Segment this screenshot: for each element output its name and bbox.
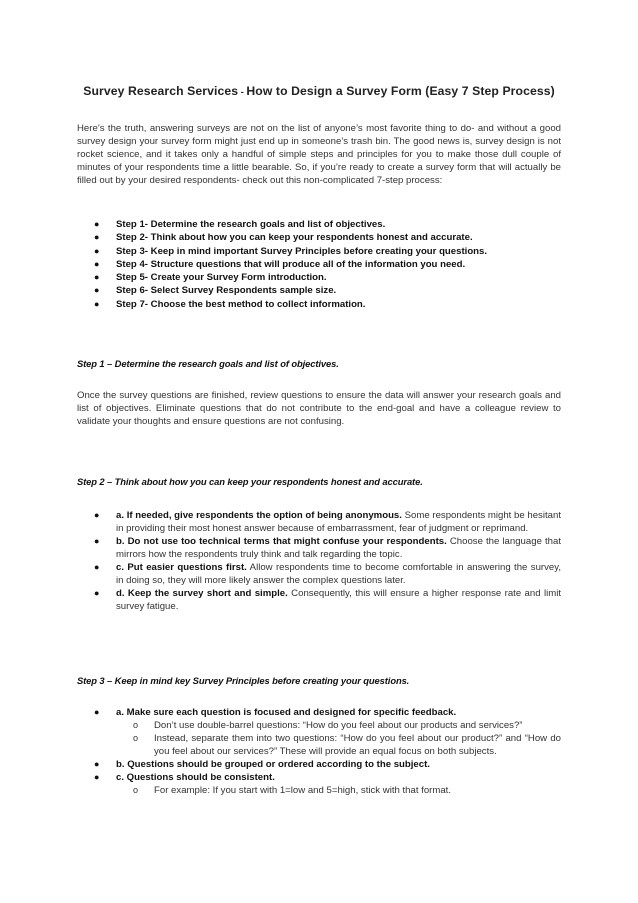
bullet-icon: ● xyxy=(94,272,100,283)
steps-list-item xyxy=(77,258,561,271)
step3-list xyxy=(77,706,561,797)
bullet-icon: ● xyxy=(94,588,100,598)
step3-list-item xyxy=(77,758,561,771)
step-text: Step 5- Create your Survey Form introduction. xyxy=(116,272,327,284)
step2-heading: Step 2 – Think about how you can keep your respondents honest and accurate. xyxy=(77,476,423,487)
step-text: Step 1- Determine the research goals and list of objectives. xyxy=(116,219,386,230)
circle-bullet-icon: o xyxy=(133,720,139,730)
item-text: Choose the language that mirrors how the respondents truly think and talk regarding the topic. xyxy=(116,536,561,560)
step-text: Step 6- Select Survey Respondents sample size. xyxy=(116,285,337,297)
step3-list-item xyxy=(77,771,561,797)
step-text: Step 4- Structure questions that will produce all of the information you need. xyxy=(116,258,466,270)
steps-list-item xyxy=(77,271,561,284)
steps-list-item xyxy=(77,298,561,311)
bullet-icon: ● xyxy=(94,258,100,269)
bullet-icon: ● xyxy=(94,772,100,782)
page-title xyxy=(0,84,638,98)
bullet-icon: ● xyxy=(94,285,100,296)
item-lead: b. Questions should be grouped or ordered according to the subject. xyxy=(116,759,430,770)
step3-heading: Step 3 – Keep in mind key Survey Principles before creating your questions. xyxy=(77,675,410,686)
bullet-icon: ● xyxy=(94,536,100,546)
title-part-a: Survey Research Services xyxy=(83,84,239,98)
sub-item-text: Instead, separate them into two questions: “How do you feel about our product?” and “How do you feel about our services?” These will provide an equal focus on both subjects. xyxy=(154,733,561,757)
bullet-icon: ● xyxy=(94,510,100,520)
step-text: Step 3- Keep in mind important Survey Principles before creating your questions. xyxy=(116,245,488,257)
item-lead: b. Do not use too technical terms that might confuse your respondents. xyxy=(116,536,447,547)
step2-list xyxy=(77,509,561,613)
sub-list xyxy=(116,719,561,758)
bullet-icon: ● xyxy=(94,759,100,769)
title-part-b: How to Design a Survey Form (Easy 7 Step Process) xyxy=(246,84,555,98)
step3-list-item xyxy=(77,706,561,758)
item-lead: a. If needed, give respondents the option of being anonymous. xyxy=(116,510,402,521)
sub-list-item xyxy=(116,784,561,797)
sub-list xyxy=(116,784,561,797)
intro-paragraph: Here’s the truth, answering surveys are not on the list of anyone’s most favorite thing to do- and without a good survey design your survey form might just end up in someone’s trash bin. The good news is, survey design is not rocket science, and it takes only a handful of simple steps and principles for you to make those dull couple of minutes of your respondents time a little bearable. So, if you’re ready to create a survey form that will actually be filled out by your desired respondents- check out this non-complicated 7-step process: xyxy=(77,123,561,186)
sub-item-text: Don’t use double-barrel questions: “How do you feel about our products and services?” xyxy=(154,720,523,731)
bullet-icon: ● xyxy=(94,298,100,309)
item-lead: c. Questions should be consistent. xyxy=(116,772,275,783)
steps-list-item xyxy=(77,245,561,258)
bullet-icon: ● xyxy=(94,707,100,717)
step1-heading: Step 1 – Determine the research goals and list of objectives. xyxy=(77,358,339,369)
step2-list-item xyxy=(77,509,561,535)
sub-list-item xyxy=(116,719,561,732)
circle-bullet-icon: o xyxy=(133,733,139,743)
circle-bullet-icon: o xyxy=(133,785,139,795)
step2-list-item xyxy=(77,535,561,561)
item-text: Some respondents might be hesitant in providing their most honest answer because of embarrassment, fear of judgment or reprimand. xyxy=(116,510,561,534)
bullet-icon: ● xyxy=(94,562,100,572)
bullet-icon: ● xyxy=(94,245,100,256)
step2-list-item xyxy=(77,561,561,587)
item-text: Allow respondents time to become comfortable in answering the survey, in doing so, they will more likely answer the complex questions later. xyxy=(116,562,561,586)
sub-item-text: For example: If you start with 1=low and 5=high, stick with that format. xyxy=(154,785,452,796)
sub-list-item xyxy=(116,732,561,758)
item-lead: a. Make sure each question is focused and designed for specific feedback. xyxy=(116,707,457,718)
item-lead: d. Keep the survey short and simple. xyxy=(116,588,288,599)
steps-list xyxy=(77,218,561,311)
title-separator: - xyxy=(238,87,247,97)
step-text: Step 2- Think about how you can keep your respondents honest and accurate. xyxy=(116,232,473,244)
bullet-icon: ● xyxy=(94,232,100,243)
step1-paragraph: Once the survey questions are finished, review questions to ensure the data will answer your research goals and list of objectives. Eliminate questions that do not contribute to the end-goal and have a colleague review to validate your thoughts and ensure questions are not confusing. xyxy=(77,390,561,427)
item-text: Consequently, this will ensure a higher response rate and limit survey fatigue. xyxy=(116,588,561,612)
step2-list-item xyxy=(77,587,561,613)
item-lead: c. Put easier questions first. xyxy=(116,562,247,573)
steps-list-item xyxy=(77,284,561,297)
steps-list-item xyxy=(77,218,561,231)
steps-list-item xyxy=(77,231,561,244)
bullet-icon: ● xyxy=(94,219,100,229)
step-text: Step 7- Choose the best method to collect information. xyxy=(116,298,366,310)
